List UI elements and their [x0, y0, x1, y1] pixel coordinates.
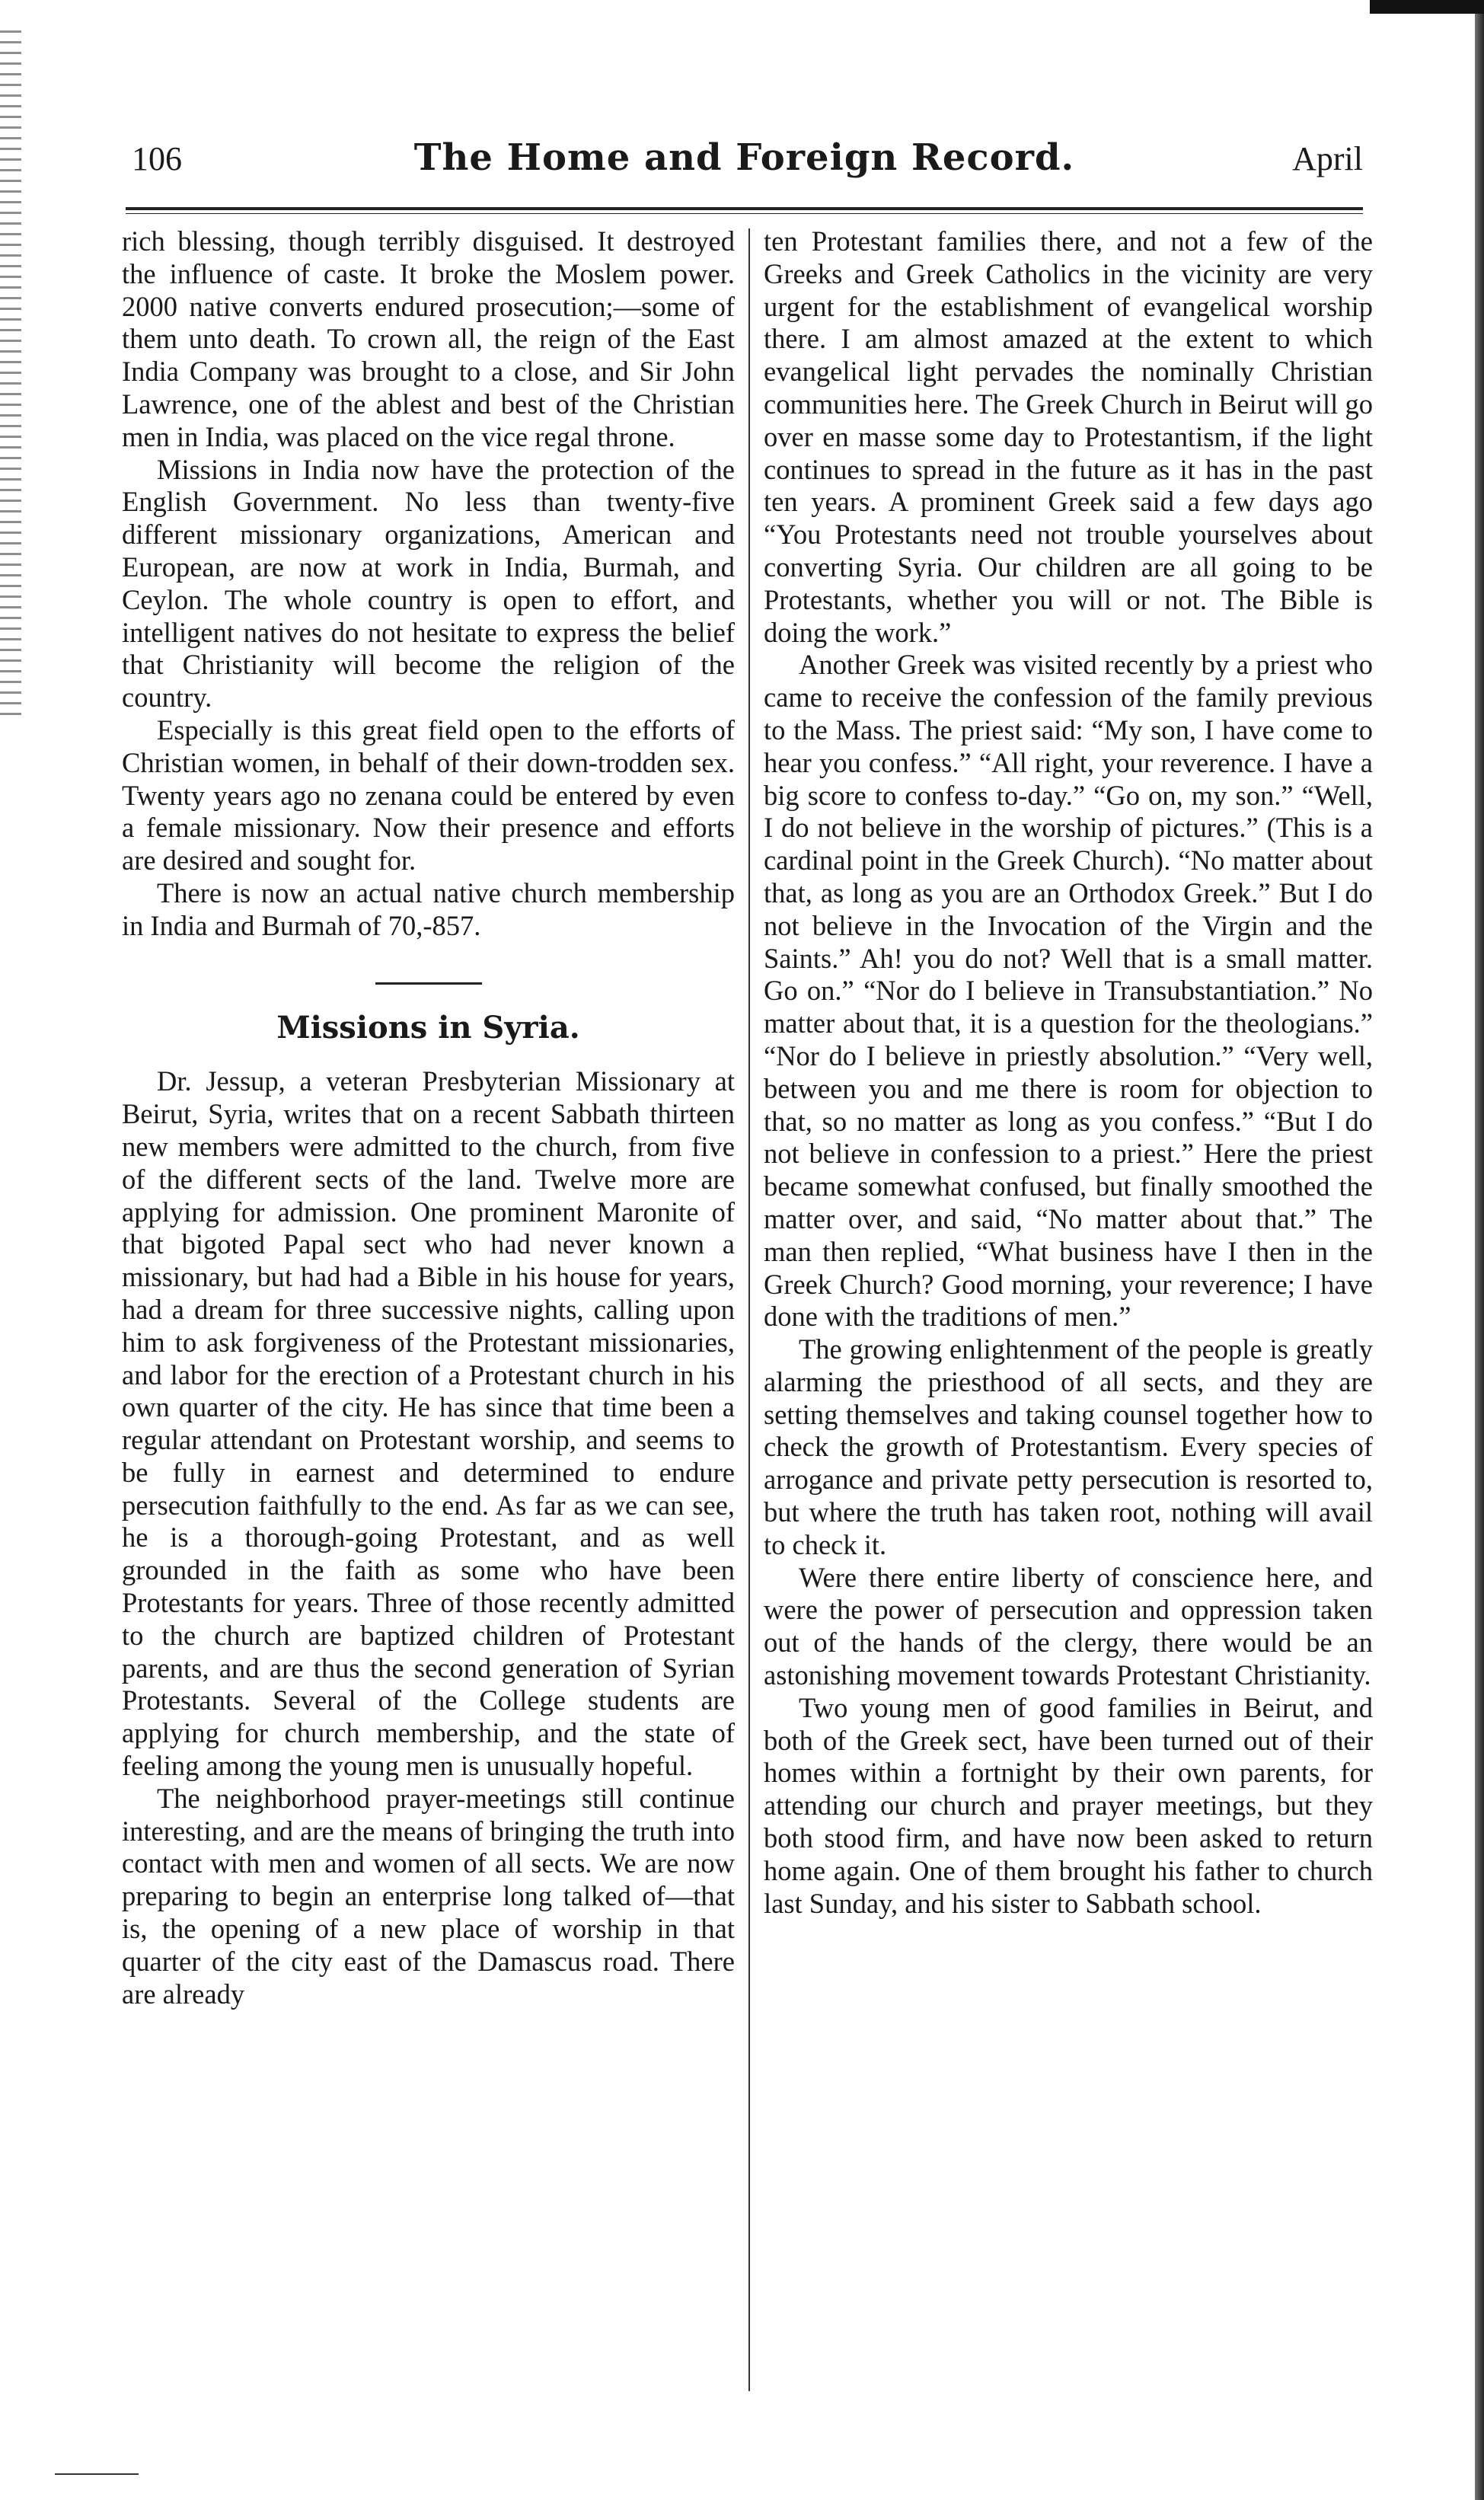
page-edge-top-right [1370, 0, 1484, 14]
page-number: 106 [132, 140, 182, 177]
footer-rule [55, 2473, 139, 2475]
header-rule-thin [126, 213, 1363, 214]
article-paragraph: Missions in India now have the protection of the English Government. No less than twenty-five different missionary organizations, American and European, are now at work in India, Burmah, and Ceylon. The whole country is open to effort, and intelligent natives do not hesitate to express the belief that Christianity will become the religion of the country. [122, 453, 735, 714]
article-paragraph: The growing enlightenment of the people is greatly alarming the priesthood of all sects, and they are setting themselves and taking counsel together how to check the growth of Protestantism. Every species of arrogance and private petty persecution is resorted to, but where the truth has taken root, nothing will avail to check it. [764, 1333, 1373, 1560]
article-paragraph: rich blessing, though terribly disguised. It destroyed the influence of caste. It broke the Moslem power. 2000 native converts endured prosecution;—some of them unto death. To crown all, the reign of the East India Company was brought to a close, and Sir John Lawrence, one of the ablest and best of the Christian men in India, was placed on the vice regal throne. [122, 225, 735, 452]
section-title: Missions in Syria. [276, 1009, 580, 1046]
article-paragraph: ten Protestant families there, and not a few of the Greeks and Greek Catholics in the vicinity are very urgent for the establishment of evangelical worship there. I am almost amazed at the extent to which evangelical light pervades the nominally Christian communities here. The Greek Church in Beirut will go over en masse some day to Protestantism, if the light continues to spread in the future as it has in the past ten years. A prominent Greek said a few days ago “You Protestants need not trouble yourselves about converting Syria. Our children are all going to be Protestants, whether you will or not. The Bible is doing the work.” [764, 225, 1373, 648]
left-column [122, 225, 735, 2010]
article-paragraph: There is now an actual native church membership in India and Burmah of 70,-857. [122, 876, 735, 941]
right-column [764, 225, 1373, 1920]
issue-month: April [1292, 140, 1363, 177]
section-paragraph: The neighborhood prayer-meetings still continue interesting, and are the means of bringing the truth into contact with men and women of all sects. We are now preparing to begin an enterprise long talked of—that is, the opening of a new place of worship in that quarter of the city east of the Damascus road. There are already [122, 1782, 735, 2010]
section-paragraph: Dr. Jessup, a veteran Presbyterian Missionary at Beirut, Syria, writes that on a recent Sabbath thirteen new members were admitted to the church, from five of the different sects of the land. Twelve more are applying for admission. One prominent Maronite of that bigoted Papal sect who had never known a missionary, but had had a Bible in his house for years, had a dream for three successive nights, calling upon him to ask forgiveness of the Protestant missionaries, and labor for the erection of a Protestant church in his own quarter of the city. He has since that time been a regular attendant on Protestant worship, and seems to be fully in earnest and determined to endure persecution faithfully to the end. As far as we can see, he is a thorough-going Protestant, and as well grounded in the faith as some who have been Protestants for years. Three of those recently admitted to the church are baptized children of Protestant parents, and are thus the second generation of Syrian Protestants. Several of the College students are applying for church membership, and the state of feeling among the young men is unusually hopeful. [122, 1065, 735, 1782]
binding-edge-marks [0, 30, 21, 716]
article-paragraph: Two young men of good families in Beirut, and both of the Greek sect, have been turned out of their homes within a fortnight by their own parents, for attending our church and prayer meetings, but they both stood firm, and have now been asked to return home again. One of them brought his father to church last Sunday, and his sister to Sabbath school. [764, 1691, 1373, 1919]
article-paragraph: Were there entire liberty of conscience here, and were the power of persecution and oppression taken out of the hands of the clergy, there would be an astonishing movement towards Protestant Christianity. [764, 1561, 1373, 1691]
page-edge-right [1475, 0, 1484, 2500]
section-divider [375, 982, 482, 985]
article-paragraph: Another Greek was visited recently by a priest who came to receive the confession of the family previous to the Mass. The priest said: “My son, I have come to hear you confess.” “All right, your reverence. I have a big score to confess to-day.” “Go on, my son.” “Well, I do not believe in the worship of pictures.” (This is a cardinal point in the Greek Church). “No matter about that, as long as you are an Orthodox Greek.” But I do not believe in the Invocation of the Virgin and the Saints.” Ah! you do not? Well that is a small matter. Go on.” “Nor do I believe in Transubstantiation.” No matter about that, it is a question for the theologians.” “Nor do I believe in priestly absolution.” “Very well, between you and me there is room for objection to that, so no matter as long as you confess.” “But I do not believe in confession to a priest.” Here the priest became somewhat confused, but finally smoothed the matter over, and said, “No matter about that.” The man then replied, “What business have I then in the Greek Church? Good morning, your reverence; I have done with the traditions of men.” [764, 649, 1373, 1333]
header-rule-thick [126, 207, 1363, 210]
article-paragraph: Especially is this great field open to the efforts of Christian women, in behalf of their down-trodden sex. Twenty years ago no zenana could be entered by even a female missionary. Now their presence and efforts are desired and sought for. [122, 714, 735, 876]
journal-title: The Home and Foreign Record. [413, 136, 1075, 179]
running-header [126, 133, 1363, 202]
column-divider [748, 228, 750, 2391]
